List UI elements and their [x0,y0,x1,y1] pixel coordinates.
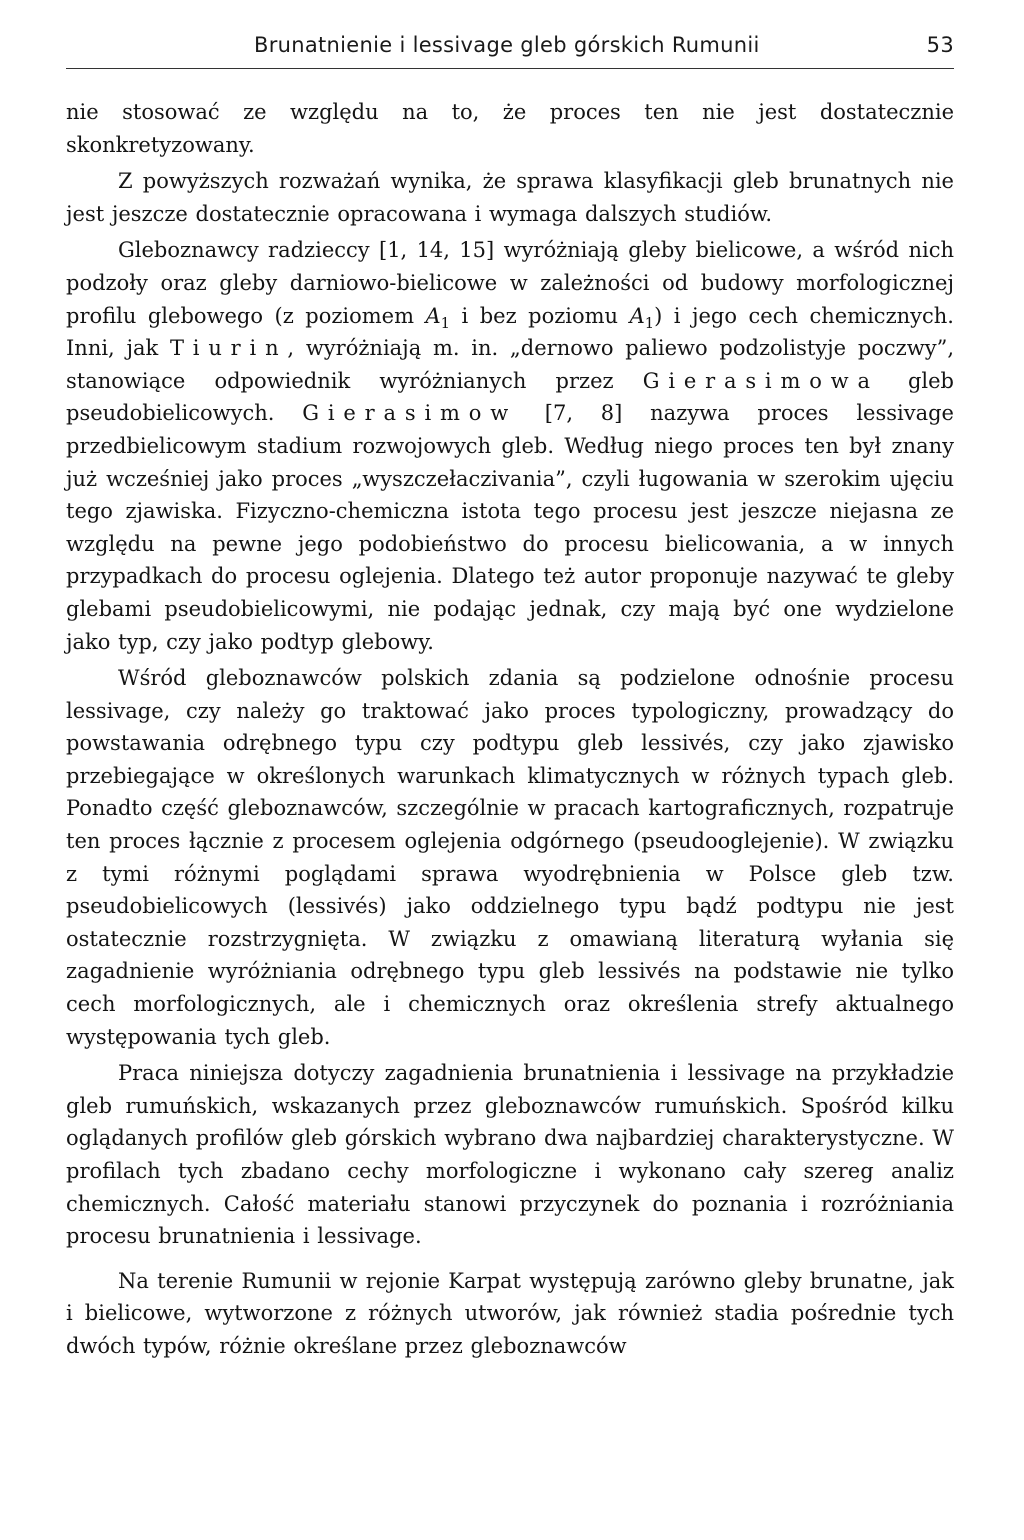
paragraph-romania-carpathians: Na terenie Rumunii w rejonie Karpat występują zarówno gleby brunatne, jak i bielicowe, wytworzone z różnych utworów, jak również stadia pośrednie tych dwóch typów, różnie określane przez gleboznawców [66,1268,954,1358]
author-name: Gierasimowa [642,368,879,393]
page-number: 53 [926,33,954,57]
horizon-subscript: 1 [644,314,655,332]
paragraph-continued: nie stosować ze względu na to, że proces ten nie jest dostatecznie skonkretyzowany. [66,100,954,157]
text-run: gleb pseudobielicowych. [66,368,954,426]
body-text [66,96,954,1363]
header-rule [66,68,954,69]
paragraph-present-work: Praca niniejsza dotyczy zagadnienia brunatnienia i lessivage na przykładzie gleb rumuńskich, wskazanych przez gleboznawców rumuńskich. Spośród kilku oglądanych profilów gleb górskich wybrano dwa najbardziej charakterystyczne. W profilach tych zbadano cechy morfologiczne i wykonano cały szereg analiz chemicznych. Całość materiału stanowi przyczynek do poznania i rozróżniania procesu brunatnienia i lessivage. [66,1061,954,1249]
paragraph-soviet-soil-scientists [66,234,954,658]
author-name: Gierasimow [302,401,517,426]
running-head [66,33,954,63]
author-name: Tiurin [169,336,288,361]
paragraph-polish-soil-scientists: Wśród gleboznawców polskich zdania są podzielone odnośnie procesu lessivage, czy należy go traktować jako proces typologiczny, prowadzący do powstawania odrębnego typu czy podtypu gleb lessivés, czy jako zjawisko przebiegające w określonych warunkach klimatycznych w różnych typach gleb. Ponadto część gleboznawców, szczególnie w pracach kartograficznych, rozpatruje ten proces łącznie z procesem oglejenia odgórnego (pseudooglejenie). W związku z tymi różnymi poglądami sprawa wyodrębnienia w Polsce gleb tzw. pseudobielicowych (lessivés) jako oddzielnego typu bądź podtypu nie jest ostatecznie rozstrzygnięta. W związku z omawianą literaturą wyłania się zagadnienie wyróżniania odrębnego typu gleb lessivés na podstawie nie tylko cech morfologicznych, ale i chemicznych oraz określenia strefy aktualnego występowania tych gleb. [66,666,954,1049]
text-run: i bez poziomu [450,303,630,328]
paragraph-classification-summary: Z powyższych rozważań wynika, że sprawa klasyfikacji gleb brunatnych nie jest jeszcze dostatecznie opracowana i wymaga dalszych studiów. [66,169,954,226]
horizon-subscript: 1 [440,314,451,332]
text-run: [7, 8] nazywa proces lessivage przedbielicowym stadium rozwojowych gleb. Według niego proces ten był znany już wcześniej jako proces „wyszczełaczivania”, czyli ługowania w szerokim ujęciu tego zjawiska. Fizyczno-chemiczna istota tego procesu jest jeszcze niejasna ze względu na pewne jego podobieństwo do procesu bielicowania, a w innych przypadkach do procesu oglejenia. Dlatego też autor proponuje nazywać te gleby glebami pseudobielicowymi, nie podając jednak, czy mają być one wydzielone jako typ, czy jako podtyp glebowy. [66,401,954,654]
text-run: , wyróżniają m. in. „dernowo paliewo podzolistyje poczwy”, stanowiące odpowiednik wyróżnianych przez [66,336,954,393]
horizon-symbol: A [425,303,441,328]
horizon-symbol: A [629,303,645,328]
text-run: ) i jego cech chemicznych. Inni, jak [66,303,954,361]
text-run: Gleboznawcy radzieccy [1, 14, 15] wyróżniają gleby bielicowe, a wśród nich podzoły oraz gleby darniowo-bielicowe w zależności od budowy morfologicznej profilu glebowego (z poziomem [66,238,954,328]
running-title: Brunatnienie i lessivage gleb górskich Rumunii [254,33,760,57]
